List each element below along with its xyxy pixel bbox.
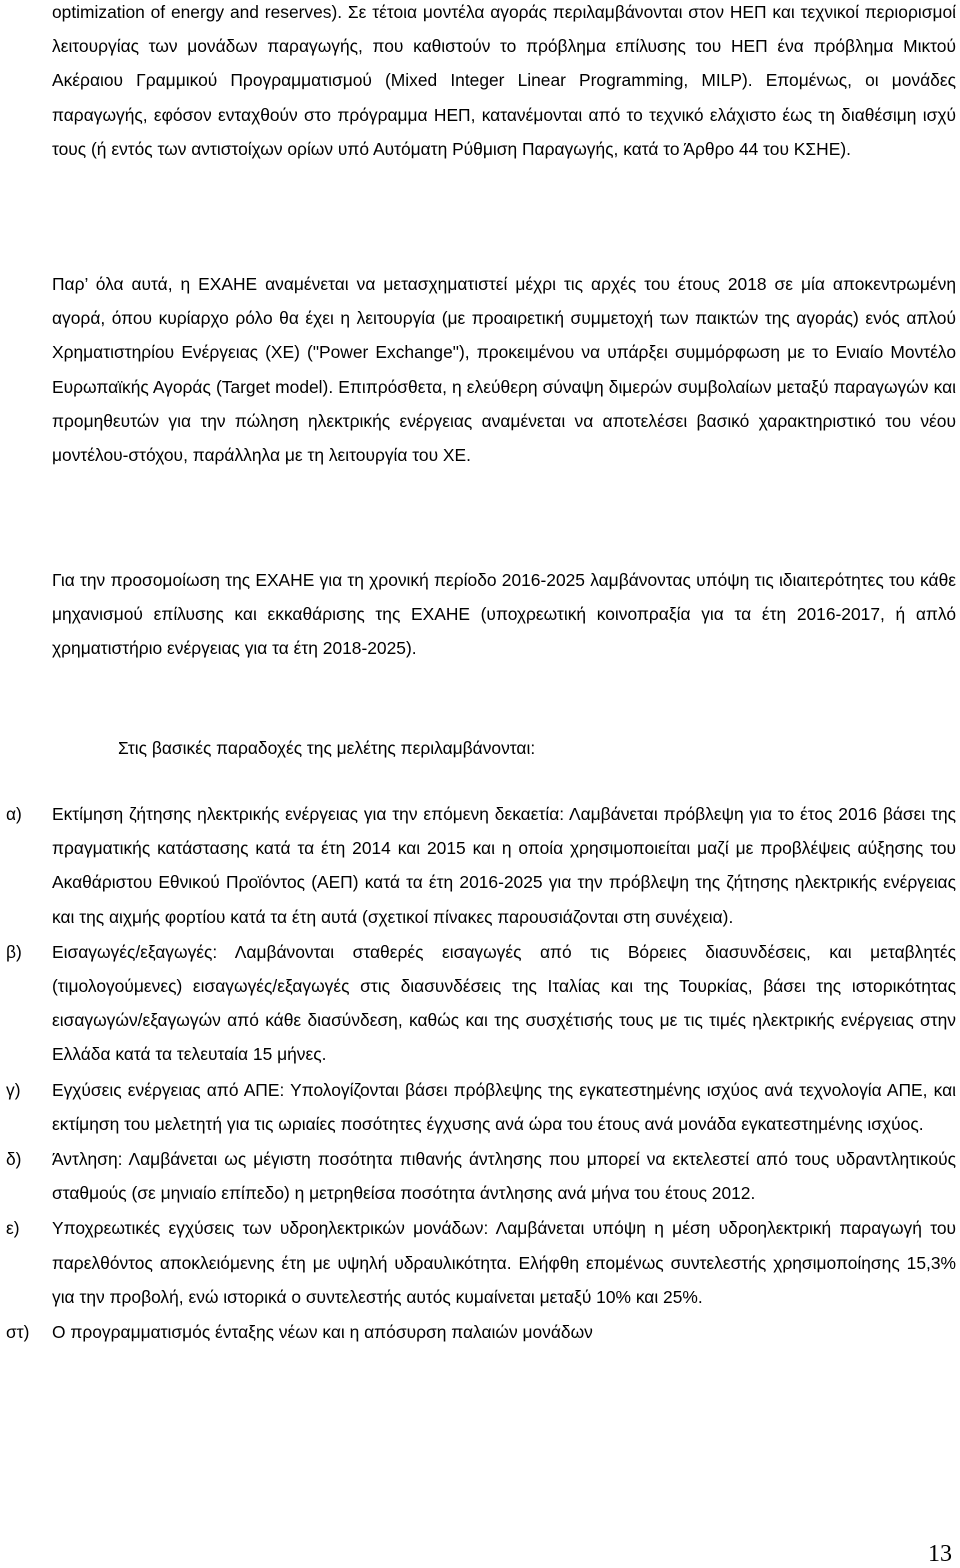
assumption-item-a [0, 797, 960, 934]
paragraph-simulation-period: Για την προσομοίωση της ΕΧΑΗΕ για τη χρονική περίοδο 2016-2025 λαμβάνοντας υπόψη τις ιδιαιτερότητες του κάθε μηχανισμού επίλυσης και εκκαθάρισης της ΕΧΑΗΕ (υποχρεωτική κοινοπραξία για τα έτη 2016-2017, ή απλό χρηματιστήριο ενέργειας για τα έτη 2018-2025). [52, 570, 956, 659]
paragraph-market-models: optimization of energy and reserves). Σε τέτοια μοντέλα αγοράς περιλαμβάνονται στον ΗΕΠ και τεχνικοί περιορισμοί λειτουργίας των μονάδων παραγωγής, που καθιστούν το πρόβλημα επίλυσης του ΗΕΠ ένα πρόβλημα Μικτού Ακέραιου Γραμμικού Προγραμματισμού (Mixed Integer Linear Programming, MILP). Επομένως, οι μονάδες παραγωγής, εφόσον ενταχθούν στο πρόγραμμα ΗΕΠ, κατανέμονται από το τεχνικό ελάχιστο έως τη διαθέσιμη ισχύ τους (ή εντός των αντιστοίχων ορίων υπό Αυτόματη Ρύθμιση Παραγωγής, κατά το Άρθρο 44 του ΚΣΗΕ). [52, 2, 956, 159]
list-marker: γ) [6, 1079, 21, 1100]
list-marker: β) [6, 941, 22, 962]
assumption-item-d [0, 1142, 960, 1210]
list-item-text: Άντληση: Λαμβάνεται ως μέγιστη ποσότητα πιθανής άντλησης που μπορεί να εκτελεστεί από τους υδραντλητικούς σταθμούς (σε μηνιαίο επίπεδο) η μετρηθείσα ποσότητα άντλησης ανά μήνα του έτους 2012. [52, 1149, 956, 1204]
assumptions-heading: Στις βασικές παραδοχές της μελέτης περιλαμβάνονται: [118, 738, 536, 758]
list-item-text: Εγχύσεις ενέργειας από ΑΠΕ: Υπολογίζονται βάσει πρόβλεψης της εγκατεστημένης ισχύος ανά τεχνολογία ΑΠΕ, και εκτίμηση του μελετητή για τις ωριαίες ποσότητες έγχυσης ανά ώρα του έτους ανά μονάδα εγκατεστημένης ισχύος. [52, 1079, 956, 1134]
assumptions-list [0, 797, 960, 1350]
assumption-item-e [0, 1211, 960, 1314]
page-number: 13 [928, 1541, 952, 1567]
list-item-text: Υποχρεωτικές εγχύσεις των υδροηλεκτρικών μονάδων: Λαμβάνεται υπόψη η μέση υδροηλεκτρική παραγωγή του παρελθόντος αποκλειόμενης έτη με υψηλή υδραυλικότητα. Ελήφθη επομένως συντελεστής χρησιμοποίησης 15,3% για την προβολή, ενώ ιστορικά ο συντελεστής αυτός κυμαίνεται μεταξύ 10% και 25%. [52, 1218, 956, 1307]
list-marker: στ) [6, 1322, 30, 1343]
list-item-text: Εισαγωγές/εξαγωγές: Λαμβάνονται σταθερές εισαγωγές από τις Βόρειες διασυνδέσεις, και μεταβλητές (τιμολογούμενες) εισαγωγές/εξαγωγές στις διασυνδέσεις της Ιταλίας και της Τουρκίας, βάσει της ιστορικότητας εισαγωγών/εξαγωγών από κάθε διασύνδεση, καθώς και της συσχέτισής τους με τις τιμές ηλεκτρικής ενέργειας στην Ελλάδα κατά τα τελευταία 15 μήνες. [52, 941, 956, 1065]
list-marker: α) [6, 804, 22, 824]
list-item-text: Ο προγραμματισμός ένταξης νέων και η απόσυρση παλαιών μονάδων [52, 1322, 593, 1343]
assumption-item-f [0, 1315, 960, 1349]
paragraph-market-transformation: Παρ’ όλα αυτά, η ΕΧΑΗΕ αναμένεται να μετασχηματιστεί μέχρι τις αρχές του έτους 2018 σε μία αποκεντρωμένη αγορά, όπου κυρίαρχο ρόλο θα έχει η λειτουργία (με προαιρετική συμμετοχή των παικτών της αγοράς) ενός απλού Χρηματιστηρίου Ενέργειας (ΧΕ) ("Power Exchange"), προκειμένου να υπάρξει συμμόρφωση με το Ενιαίο Μοντέλο Ευρωπαϊκής Αγοράς (Target model). Επιπρόσθετα, η ελεύθερη σύναψη διμερών συμβολαίων μεταξύ παραγωγών και προμηθευτών για την πώληση ηλεκτρικής ενέργειας αναμένεται να αποτελέσει βασικό χαρακτηριστικό του νέου μοντέλου-στόχου, παράλληλα με τη λειτουργία του ΧΕ. [52, 274, 956, 466]
list-marker: δ) [6, 1149, 22, 1170]
list-marker: ε) [6, 1218, 20, 1239]
assumption-item-c [0, 1073, 960, 1141]
assumption-item-b [0, 935, 960, 1072]
list-item-text: Εκτίμηση ζήτησης ηλεκτρικής ενέργειας για την επόμενη δεκαετία: Λαμβάνεται πρόβλεψη για το έτος 2016 βάσει της πραγματικής κατάστασης κατά τα έτη 2014 και 2015 και η οποία χρησιμοποιείται μαζί με προβλέψεις αύξησης του Ακαθάριστου Εθνικού Προϊόντος (ΑΕΠ) κατά τα έτη 2016-2025 για την πρόβλεψη της ζήτησης ηλεκτρικής ενέργειας και της αιχμής φορτίου κατά τα έτη αυτά (σχετικοί πίνακες παρουσιάζονται στη συνέχεια). [52, 804, 956, 927]
